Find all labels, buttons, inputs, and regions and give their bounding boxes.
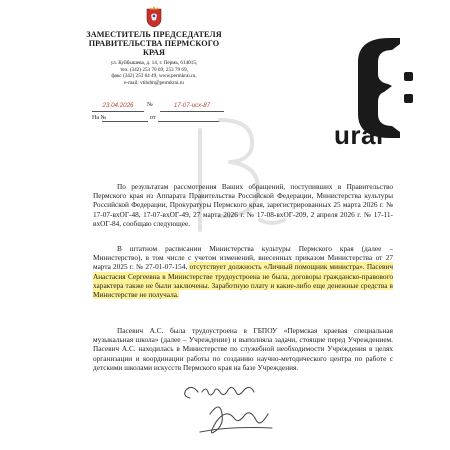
highlighted-statement: отсутствует должность «Личный помощник министра». Пасевич Анастасия Сергеевна в Министерстве трудоустроена не была, договоры гражданско-правового характера также не были заключены. Заработную плату и какие-либо еще денежные средства в Министерстве не получала. xyxy=(93,262,394,300)
registration-number-label: № xyxy=(147,102,153,108)
issuer-phone: тел. (342) 253 70 69; 253 79 69, xyxy=(120,66,188,73)
body-paragraph-1: По результатам рассмотрения Ваших обращений, поступивших в Правительство Пермского края из Аппарата Правительства Российской Федерации, Министерства культуры Российской Федерации, Прокуратуры Пермского края, зарегистрированных 25 марта 2026 г. № 17-07-вхОГ-48, 17-07-вхОГ-49, 27 марта 2026 г. № 17-08-вхОГ-209, 2 апреля 2026 г. № 17-11-вхОГ-84, сообщаю следующее. xyxy=(93,182,393,228)
handwritten-signature-icon xyxy=(150,370,310,450)
issuer-title: ЗАМЕСТИТЕЛЬ ПРЕДСЕДАТЕЛЯ ПРАВИТЕЛЬСТВА ПЕРМСКОГО КРАЯ xyxy=(86,30,222,57)
registration-number: 17-07-исх-87 xyxy=(160,101,224,112)
watermark-icon xyxy=(160,100,300,260)
body-paragraph-2-text: В штатном расписании Министерства культуры Пермского края (далее – Министерство), в том числе с учетом изменений, внесенных приказом Министерства от 27 марта 2025 г. № 27-01-07-154, xyxy=(93,244,393,272)
reference-from-label: от xyxy=(150,115,156,121)
ural-logo-text: ural xyxy=(334,120,384,150)
reference-line xyxy=(92,112,222,122)
reference-date-rule xyxy=(158,121,220,122)
issuer-address: ул. Куйбышева, д. 14, г. Пермь, 614015, xyxy=(110,60,198,66)
issuer-fax: факс (342) 253 64 49, www.permkrai.ru, xyxy=(111,73,197,79)
issuer-email: e-mail: vtihdm@permkrai.ru xyxy=(124,79,184,86)
issuer-contacts xyxy=(84,60,224,86)
body-paragraph-3: Пасевич А.С. была трудоустроена в ГБПОУ «Пермская краевая специальная музыкальная школа» (далее – Учреждение) и выполняла задачи, стоящие перед Учреждением. Пасевич А.С. находилась в Министерстве по служебной необходимости Учреждения в целях организации и координации работы по созданию научно-методического центра по работе с детскими школами искусств Пермского края на базе Учреждения. xyxy=(93,326,393,372)
perm-krai-crest-icon xyxy=(146,6,162,28)
body-paragraph-2 xyxy=(93,244,393,299)
reference-na-label: На № xyxy=(92,115,107,121)
reference-number-rule xyxy=(102,121,148,122)
registration-date: 23.04.2026 xyxy=(92,101,144,112)
